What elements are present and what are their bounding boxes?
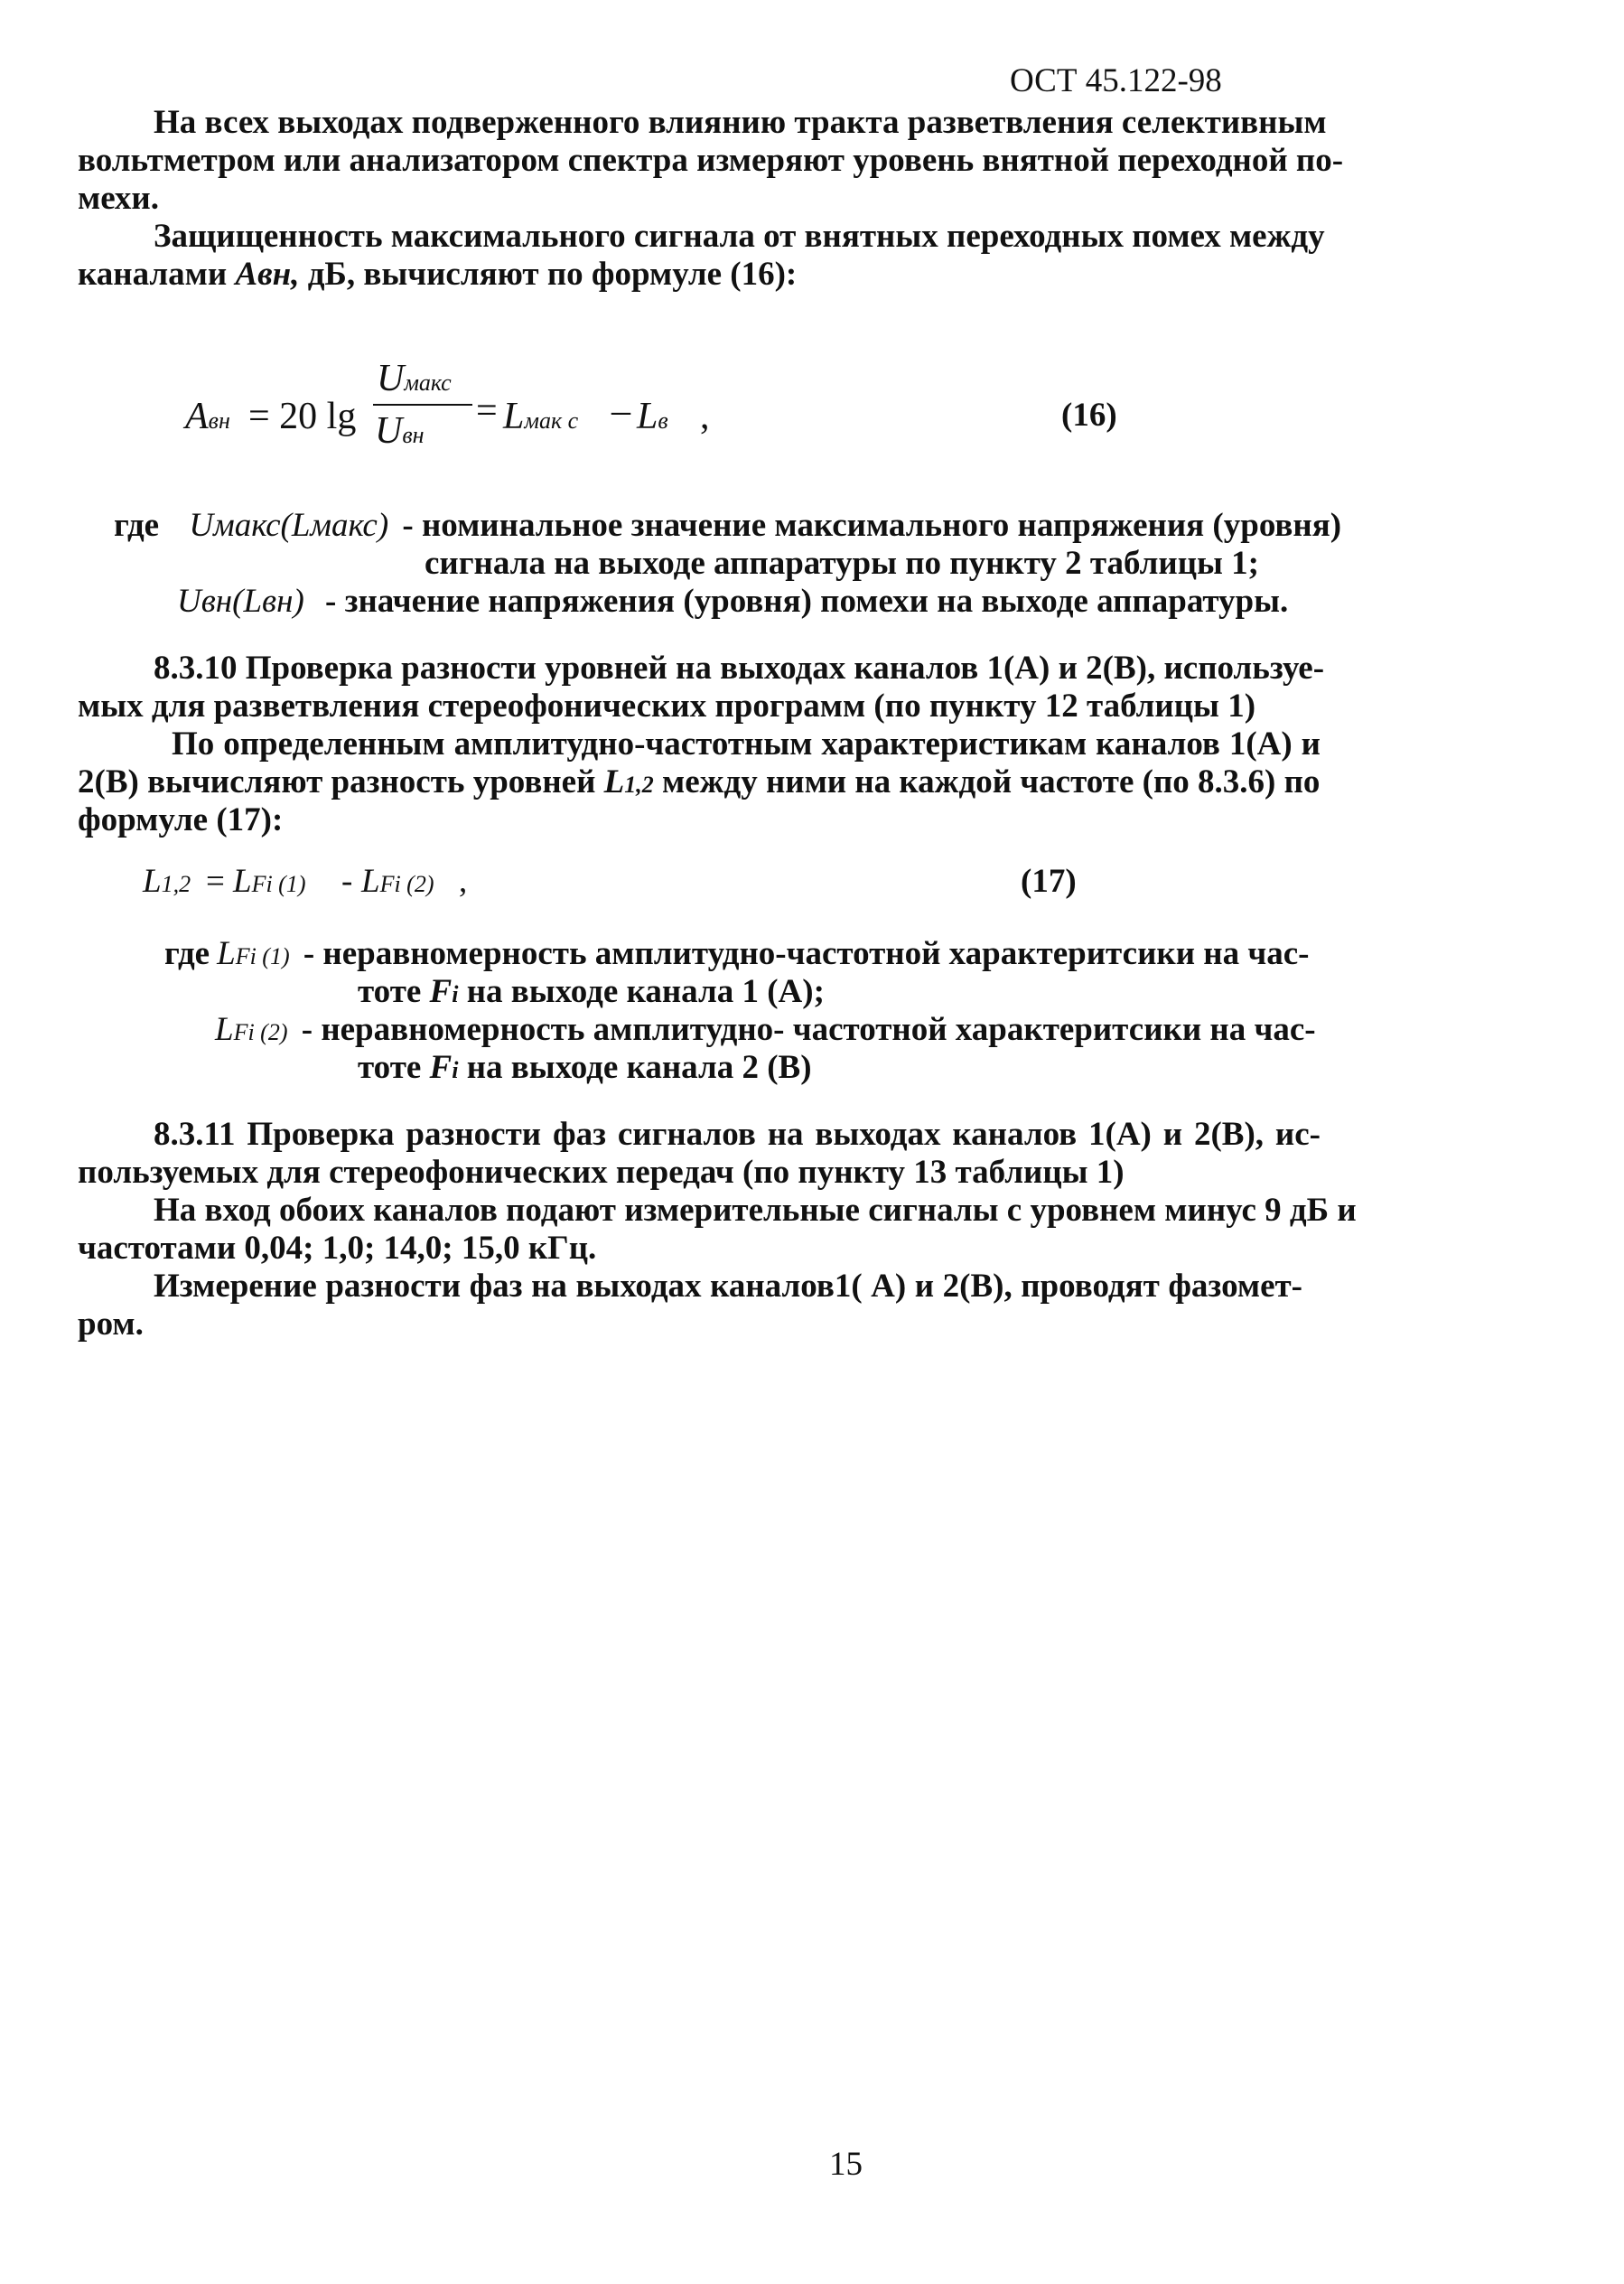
sec-8-3-10-line-1: 8.3.10 Проверка разности уровней на выходах каналов 1(А) и 2(В), используе- <box>154 650 1325 687</box>
sec-8-3-11-line-1: 8.3.11 Проверка разности фаз сигналов на выходах каналов 1(А) и 2(В), ис- <box>154 1116 1321 1153</box>
intro-line-1: На всех выходах подверженного влиянию тракта разветвления селективным <box>154 104 1327 141</box>
formula-17-number: (17) <box>1021 863 1077 900</box>
sec-8-3-11-line-4: частотами 0,04; 1,0; 14,0; 15,0 кГц. <box>78 1230 597 1267</box>
intro-line-2: вольтметром или анализатором спектра измеряют уровень внятной переходной по- <box>78 142 1344 179</box>
document-code: ОСТ 45.122-98 <box>1010 62 1222 99</box>
formula-16-minus: – <box>611 390 630 432</box>
where17-line-1: где LFi (1) - неравномерность амплитудно-частотной характеритсики на час- <box>164 935 1310 972</box>
formula-17-lhs: L1,2 <box>143 863 191 900</box>
sec-8-3-10-line-5: формуле (17): <box>78 801 284 838</box>
sec-8-3-10-line-2: мых для разветвления стереофонических программ (по пункту 12 таблицы 1) <box>78 688 1256 725</box>
where16-line-3: Uвн(Lвн) - значение напряжения (уровня) помехи на выходе аппаратуры. <box>177 583 1289 620</box>
sec-8-3-11-line-5: Измерение разности фаз на выходах каналов1( А) и 2(В), проводят фазомет- <box>154 1268 1302 1305</box>
formula-16-comma: , <box>700 396 710 437</box>
formula-17 <box>143 864 1082 909</box>
formula-16-term-1: Lмак с <box>503 396 579 437</box>
formula-16-numerator: Uмакс <box>377 358 452 399</box>
page-number: 15 <box>829 2146 863 2183</box>
where17-line-2: тоте Fi на выходе канала 1 (А); <box>358 973 825 1010</box>
fraction-bar <box>373 404 472 406</box>
where16-line-1: где Uмакс(Lмакс) - номинальное значение максимального напряжения (уровня) <box>114 507 1342 544</box>
formula-16-equals: = <box>476 390 498 432</box>
where17-line-3: LFi (2) - неравномерность амплитудно- частотной характеритсики на час- <box>215 1011 1316 1048</box>
formula-17-equals: = <box>206 863 225 900</box>
formula-17-minus: - <box>341 863 353 900</box>
where16-line-2: сигнала на выходе аппаратуры по пункту 2 таблицы 1; <box>425 545 1259 582</box>
formula-16-coef: = 20 lg <box>248 396 357 437</box>
formula-17-term-1: LFi (1) <box>233 863 306 900</box>
formula-16-denominator: Uвн <box>375 410 425 452</box>
formula-16-lhs: Aвн <box>185 396 230 437</box>
sec-8-3-11-line-3: На вход обоих каналов подают измерительные сигналы с уровнем минус 9 дБ и <box>154 1192 1357 1229</box>
sec-8-3-11-line-6: ром. <box>78 1306 144 1343</box>
sec-8-3-11-line-2: пользуемых для стереофонических передач (по пункту 13 таблицы 1) <box>78 1154 1125 1191</box>
formula-16 <box>185 357 1143 474</box>
where17-line-4: тоте Fi на выходе канала 2 (В) <box>358 1049 812 1086</box>
sec-8-3-10-line-3: По определенным амплитудно-частотным характеристикам каналов 1(А) и <box>172 725 1321 763</box>
formula-17-comma: , <box>459 863 468 900</box>
formula-17-term-2: LFi (2) <box>361 863 434 900</box>
intro-line-3: мехи. <box>78 180 159 217</box>
sec-8-3-10-line-4: 2(В) вычисляют разность уровней L1,2 между ними на каждой частоте (по 8.3.6) по <box>78 763 1321 800</box>
protection-line-1: Защищенность максимального сигнала от внятных переходных помех между <box>154 218 1325 255</box>
formula-16-term-2: Lв <box>637 396 668 437</box>
protection-line-2: каналами Авн, дБ, вычисляют по формуле (16): <box>78 256 798 293</box>
formula-16-number: (16) <box>1061 397 1117 434</box>
